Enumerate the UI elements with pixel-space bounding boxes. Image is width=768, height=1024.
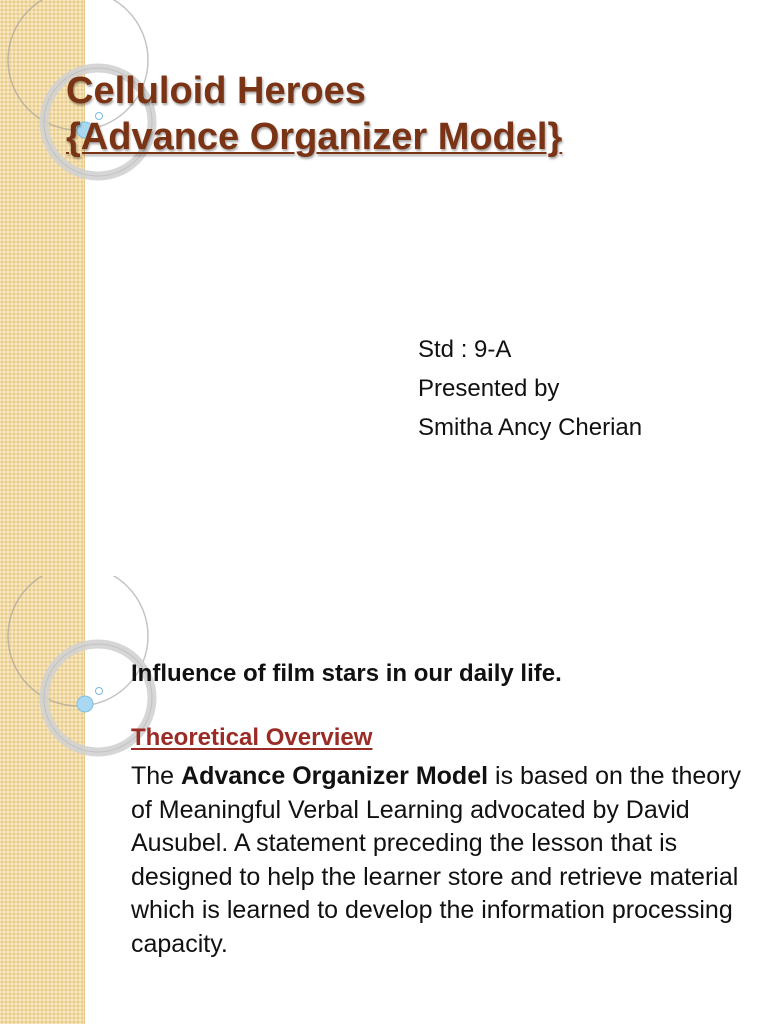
slide-title: [66, 68, 562, 160]
paragraph-prefix: The: [131, 762, 182, 790]
presenter-name: Smitha Ancy Cherian: [418, 414, 643, 441]
content-slide: [0, 576, 768, 1024]
title-line-1: Celluloid Heroes: [66, 70, 366, 112]
bubble-icon: [77, 696, 93, 712]
lead-statement: Influence of film stars in our daily life.: [131, 660, 562, 687]
overview-paragraph: [131, 760, 741, 961]
paragraph-bold-term: Advance Organizer Model: [181, 762, 489, 790]
title-line-2: {Advance Organizer Model}: [66, 116, 563, 158]
presenter-details: [418, 330, 642, 447]
presented-by-label: Presented by: [418, 375, 560, 402]
paragraph-rest: is based on the theory of Meaningful Verbal Learning advocated by David Ausubel. A statement preceding the lesson that is designed to help the learner store and retrieve material which is learned to develop the information processing capacity.: [131, 762, 742, 958]
section-heading: Theoretical Overview: [131, 724, 373, 751]
class-label: Std : 9-A: [418, 336, 512, 363]
slide-body: [131, 658, 741, 961]
